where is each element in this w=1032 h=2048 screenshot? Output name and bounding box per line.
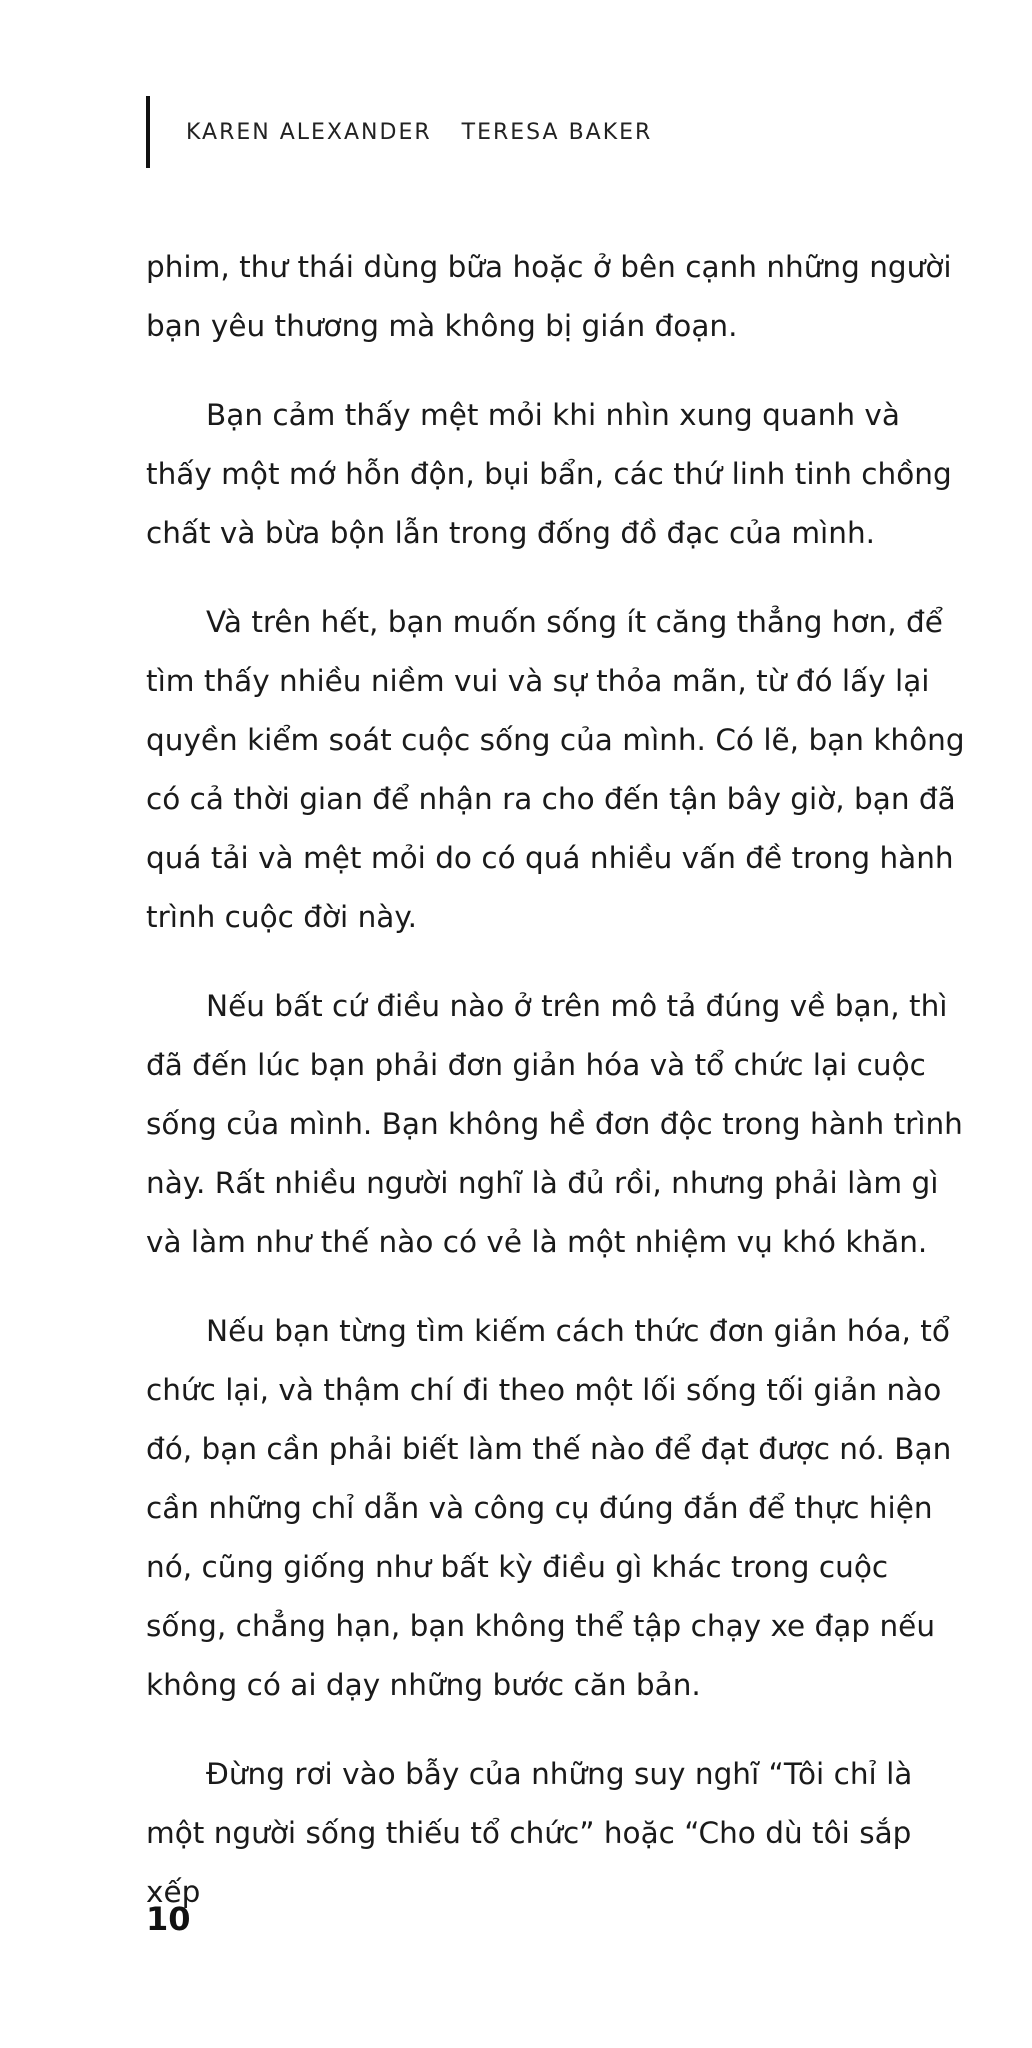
author-karen-alexander: KAREN ALEXANDER bbox=[186, 119, 432, 145]
paragraph-5: Nếu bạn từng tìm kiếm cách thức đơn giản hóa, tổ chức lại, và thậm chí đi theo một lối sống tối giản nào đó, bạn cần phải biết làm thế nào để đạt được nó. Bạn cần những chỉ dẫn và công cụ đúng đắn để thực hiện nó, cũng giống như bất kỳ điều gì khác trong cuộc sống, chẳng hạn, bạn không thể tập chạy xe đạp nếu không có ai dạy những bước căn bản. bbox=[146, 1314, 952, 1702]
paragraph-4: Nếu bất cứ điều nào ở trên mô tả đúng về bạn, thì đã đến lúc bạn phải đơn giản hóa và tổ chức lại cuộc sống của mình. Bạn không hề đơn độc trong hành trình này. Rất nhiều người nghĩ là đủ rồi, nhưng phải làm gì và làm như thế nào có vẻ là một nhiệm vụ khó khăn. bbox=[146, 989, 963, 1259]
paragraph-1: phim, thư thái dùng bữa hoặc ở bên cạnh những người bạn yêu thương mà không bị gián đoạn. bbox=[146, 250, 952, 343]
paragraph-6: Đừng rơi vào bẫy của những suy nghĩ “Tôi chỉ là một người sống thiếu tổ chức” hoặc “Cho dù tôi sắp xếp bbox=[146, 1757, 913, 1909]
author-teresa-baker: TERESA BAKER bbox=[461, 119, 653, 145]
running-header bbox=[146, 96, 652, 168]
paragraph-2: Bạn cảm thấy mệt mỏi khi nhìn xung quanh và thấy một mớ hỗn độn, bụi bẩn, các thứ linh tinh chồng chất và bừa bộn lẫn trong đống đồ đạc của mình. bbox=[146, 398, 952, 550]
author-names bbox=[186, 120, 652, 145]
page-number: 10 bbox=[146, 1900, 191, 1938]
paragraph-3: Và trên hết, bạn muốn sống ít căng thẳng hơn, để tìm thấy nhiều niềm vui và sự thỏa mãn, từ đó lấy lại quyền kiểm soát cuộc sống của mình. Có lẽ, bạn không có cả thời gian để nhận ra cho đến tận bây giờ, bạn đã quá tải và mệt mỏi do có quá nhiều vấn đề trong hành trình cuộc đời này. bbox=[146, 605, 965, 934]
body-text bbox=[146, 238, 970, 1952]
